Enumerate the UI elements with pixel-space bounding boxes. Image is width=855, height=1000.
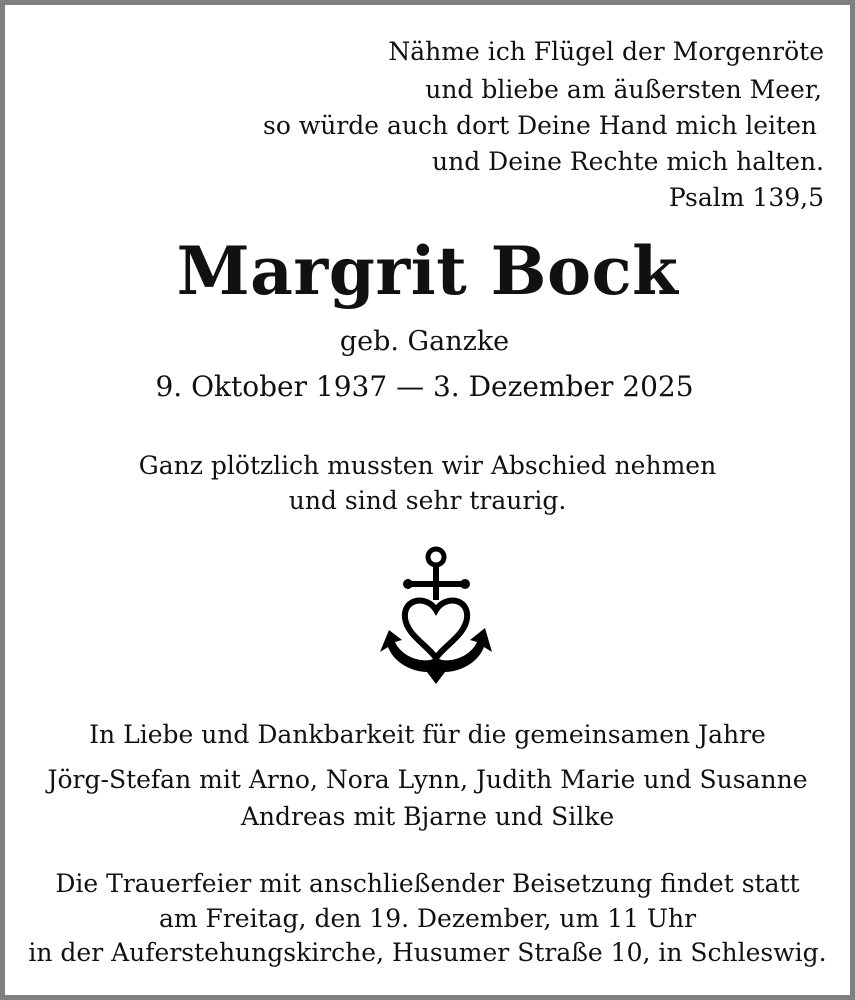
life-dates: 9. Oktober 1937 — 3. Dezember 2025 — [155, 370, 694, 403]
mourners-intro: In Liebe und Dankbarkeit für die gemeinsamen Jahre — [89, 720, 766, 749]
verse-reference: Psalm 139,5 — [668, 183, 824, 212]
anchor-cross-heart-icon — [375, 540, 497, 685]
funeral-line: in der Auferstehungskirche, Husumer Straße 10, in Schleswig. — [28, 938, 827, 967]
mourners-line: Jörg-Stefan mit Arno, Nora Lynn, Judith Marie und Susanne — [47, 765, 808, 794]
verse-line: so würde auch dort Deine Hand mich leiten — [263, 111, 817, 140]
verse-line: und Deine Rechte mich halten. — [432, 147, 824, 176]
message-line: und sind sehr traurig. — [288, 486, 567, 515]
mourners-line: Andreas mit Bjarne und Silke — [240, 802, 615, 831]
funeral-line: am Freitag, den 19. Dezember, um 11 Uhr — [158, 904, 697, 933]
message-line: Ganz plötzlich mussten wir Abschied nehmen — [138, 451, 717, 480]
verse-line: Nähme ich Flügel der Morgenröte — [388, 37, 824, 66]
birth-name: geb. Ganzke — [339, 326, 510, 357]
funeral-line: Die Trauerfeier mit anschließender Beisetzung findet statt — [55, 869, 800, 898]
deceased-name: Margrit Bock — [176, 232, 679, 310]
verse-line: und bliebe am äußersten Meer, — [425, 75, 822, 104]
